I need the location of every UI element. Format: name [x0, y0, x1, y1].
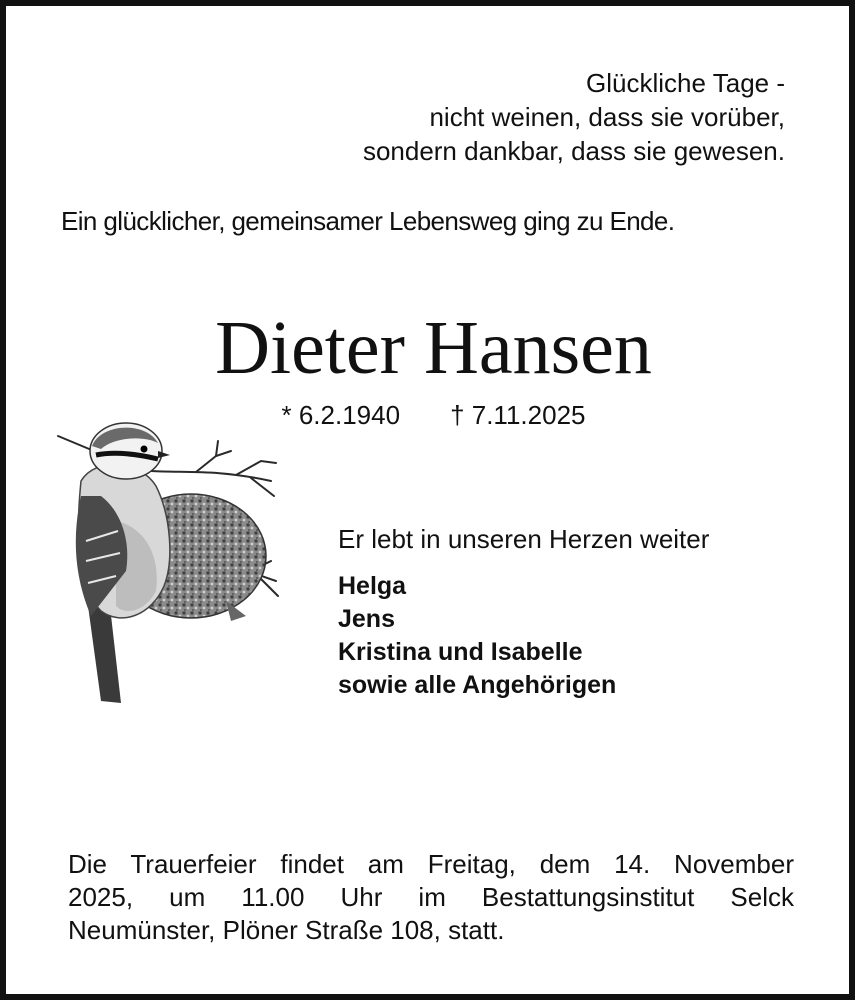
quote-line: Glückliche Tage -	[586, 68, 785, 98]
mourner: Kristina und Isabelle	[338, 638, 583, 666]
mourner: Helga	[338, 572, 407, 600]
quote-line: nicht weinen, dass sie vorüber,	[429, 102, 785, 132]
funeral-details	[68, 848, 794, 947]
funeral-line: Die Trauerfeier findet am Freitag, dem 14. November	[68, 849, 794, 879]
intro-text: Ein glücklicher, gemeinsamer Lebensweg ging zu Ende.	[61, 206, 675, 236]
funeral-line: Neumünster, Plöner Straße 108, statt.	[68, 915, 505, 945]
birth-date: * 6.2.1940	[281, 400, 401, 430]
remembrance-text: Er lebt in unseren Herzen weiter	[338, 524, 710, 554]
blue-tit-bird-icon	[46, 411, 296, 711]
mourner: Jens	[338, 605, 395, 633]
quote-line: sondern dankbar, dass sie gewesen.	[362, 136, 785, 166]
mourners-list	[338, 570, 616, 702]
deceased-name: Dieter Hansen	[215, 306, 652, 390]
funeral-line: 2025, um 11.00 Uhr im Bestattungsinstitut Selck	[68, 882, 794, 912]
quote	[363, 66, 785, 168]
mourner: sowie alle Angehörigen	[338, 671, 617, 699]
death-date: † 7.11.2025	[450, 400, 586, 430]
